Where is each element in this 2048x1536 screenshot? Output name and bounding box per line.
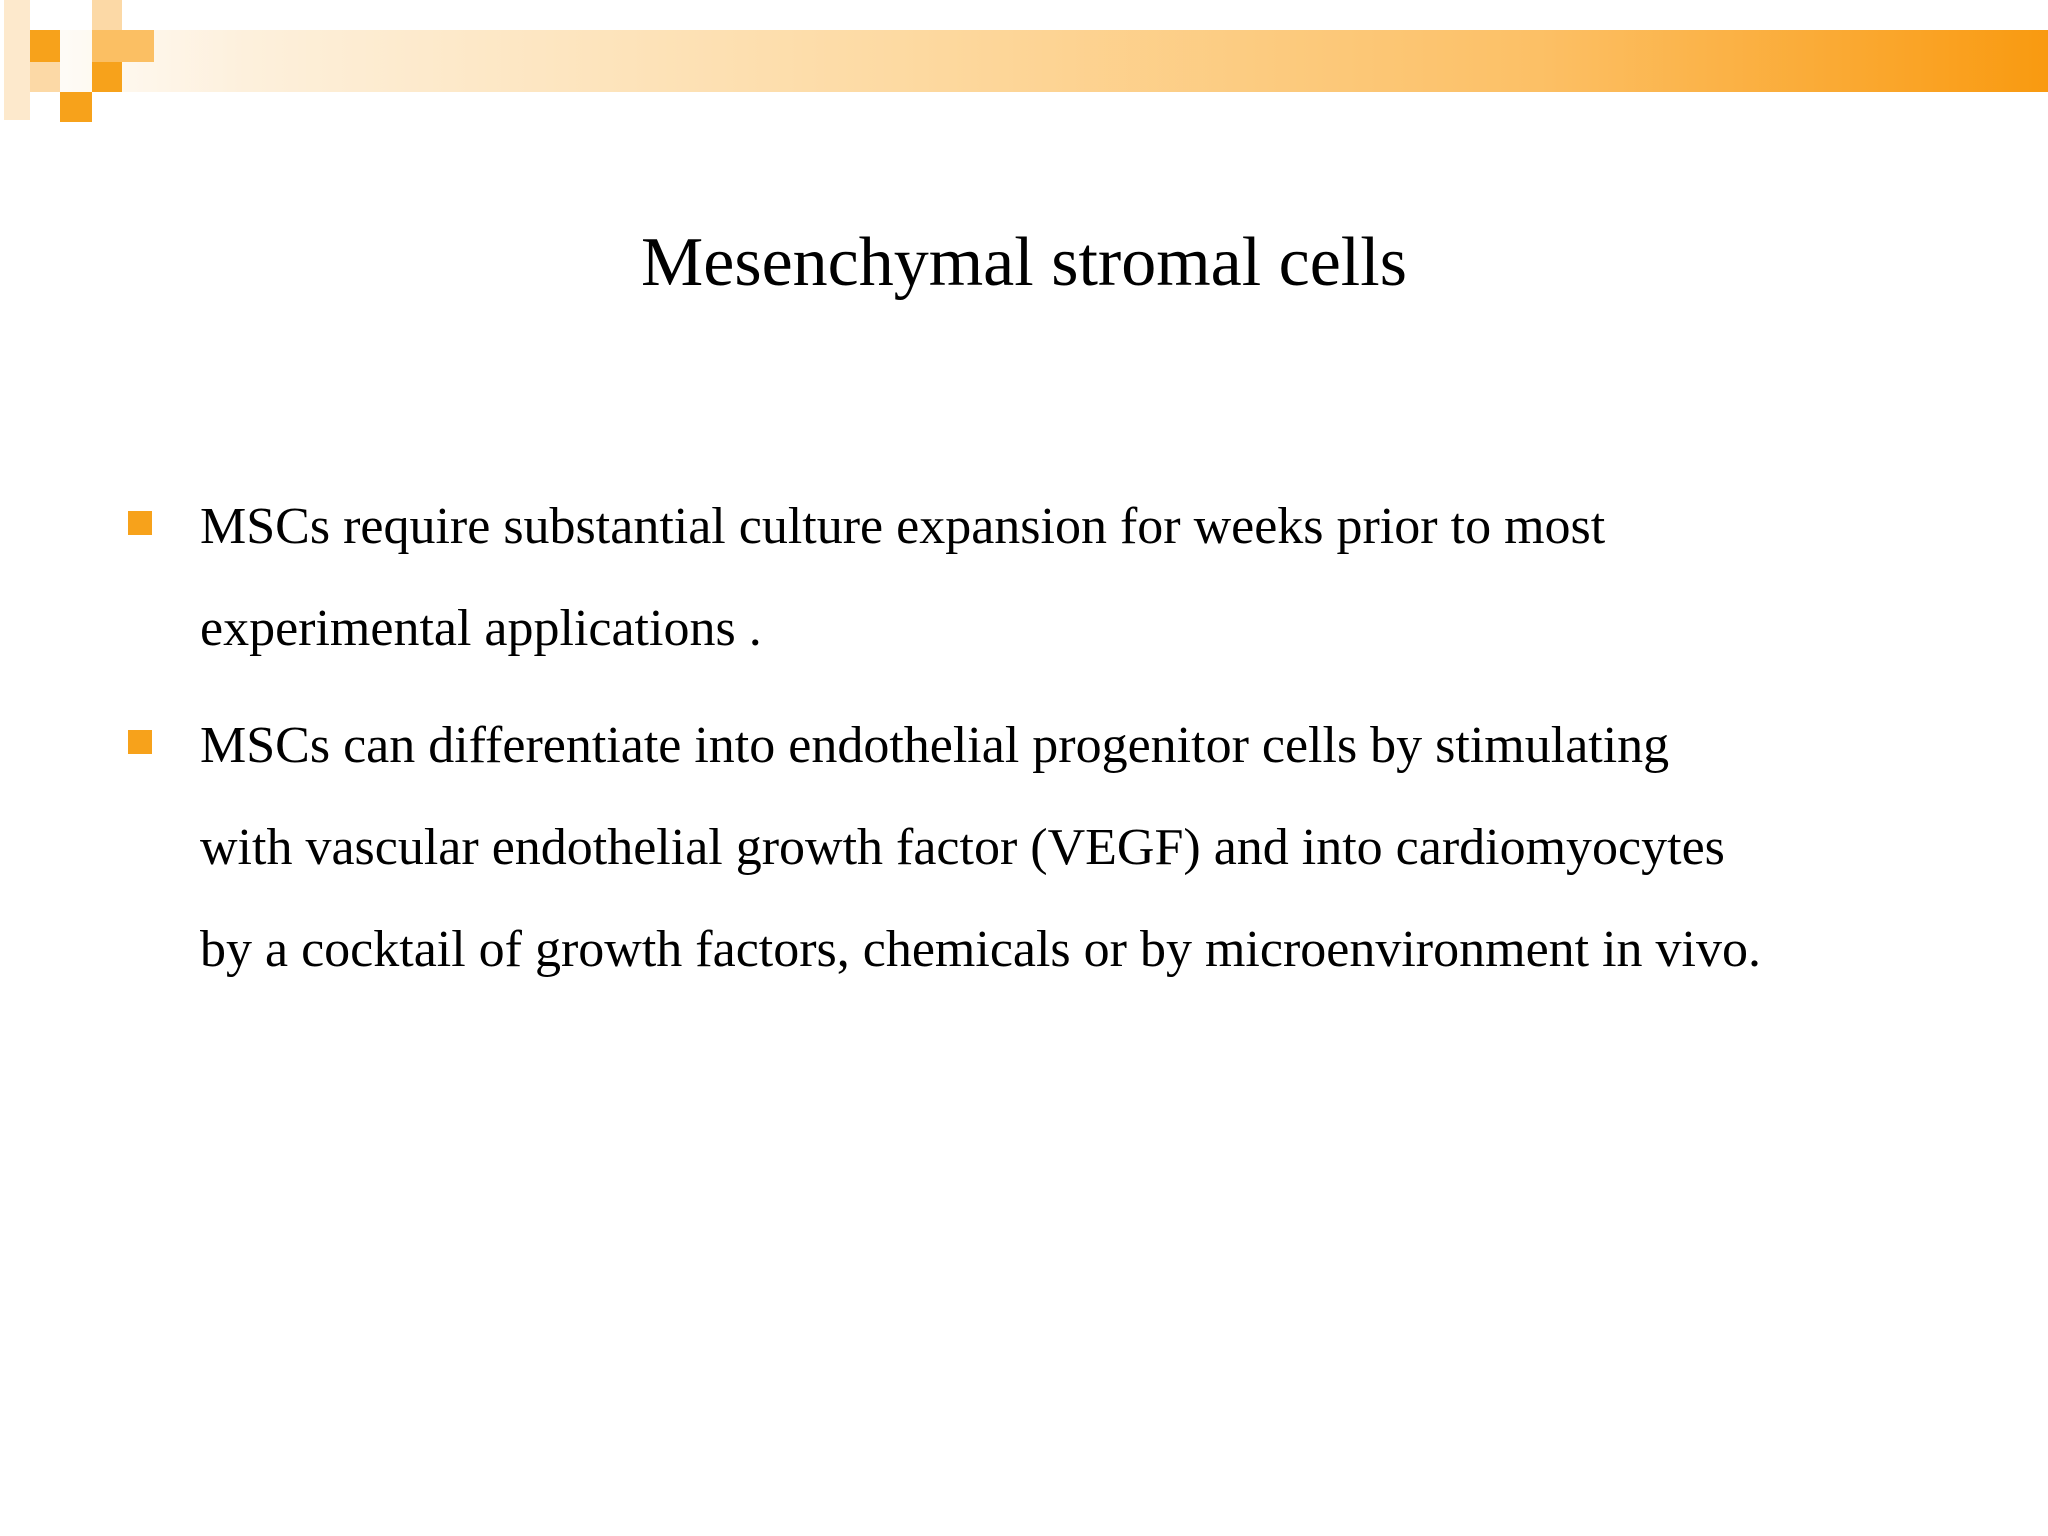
bullet-line: MSCs require substantial culture expansion for weeks prior to most [200, 498, 1606, 555]
orange-square-bullet-icon [128, 511, 152, 535]
slide-title: Mesenchymal stromal cells [641, 224, 1407, 301]
orange-square-bullet-icon [128, 730, 152, 754]
header-gradient-band [0, 30, 2048, 92]
bullet-item [200, 476, 1920, 680]
bullet-line: by a cocktail of growth factors, chemicals or by microenvironment in vivo. [200, 921, 1761, 978]
bullet-item [200, 695, 1920, 1001]
bullet-line: experimental applications . [200, 600, 762, 657]
bullet-line: MSCs can differentiate into endothelial progenitor cells by stimulating [200, 717, 1670, 774]
bullet-line: with vascular endothelial growth factor (VEGF) and into cardiomyocytes [200, 819, 1725, 876]
